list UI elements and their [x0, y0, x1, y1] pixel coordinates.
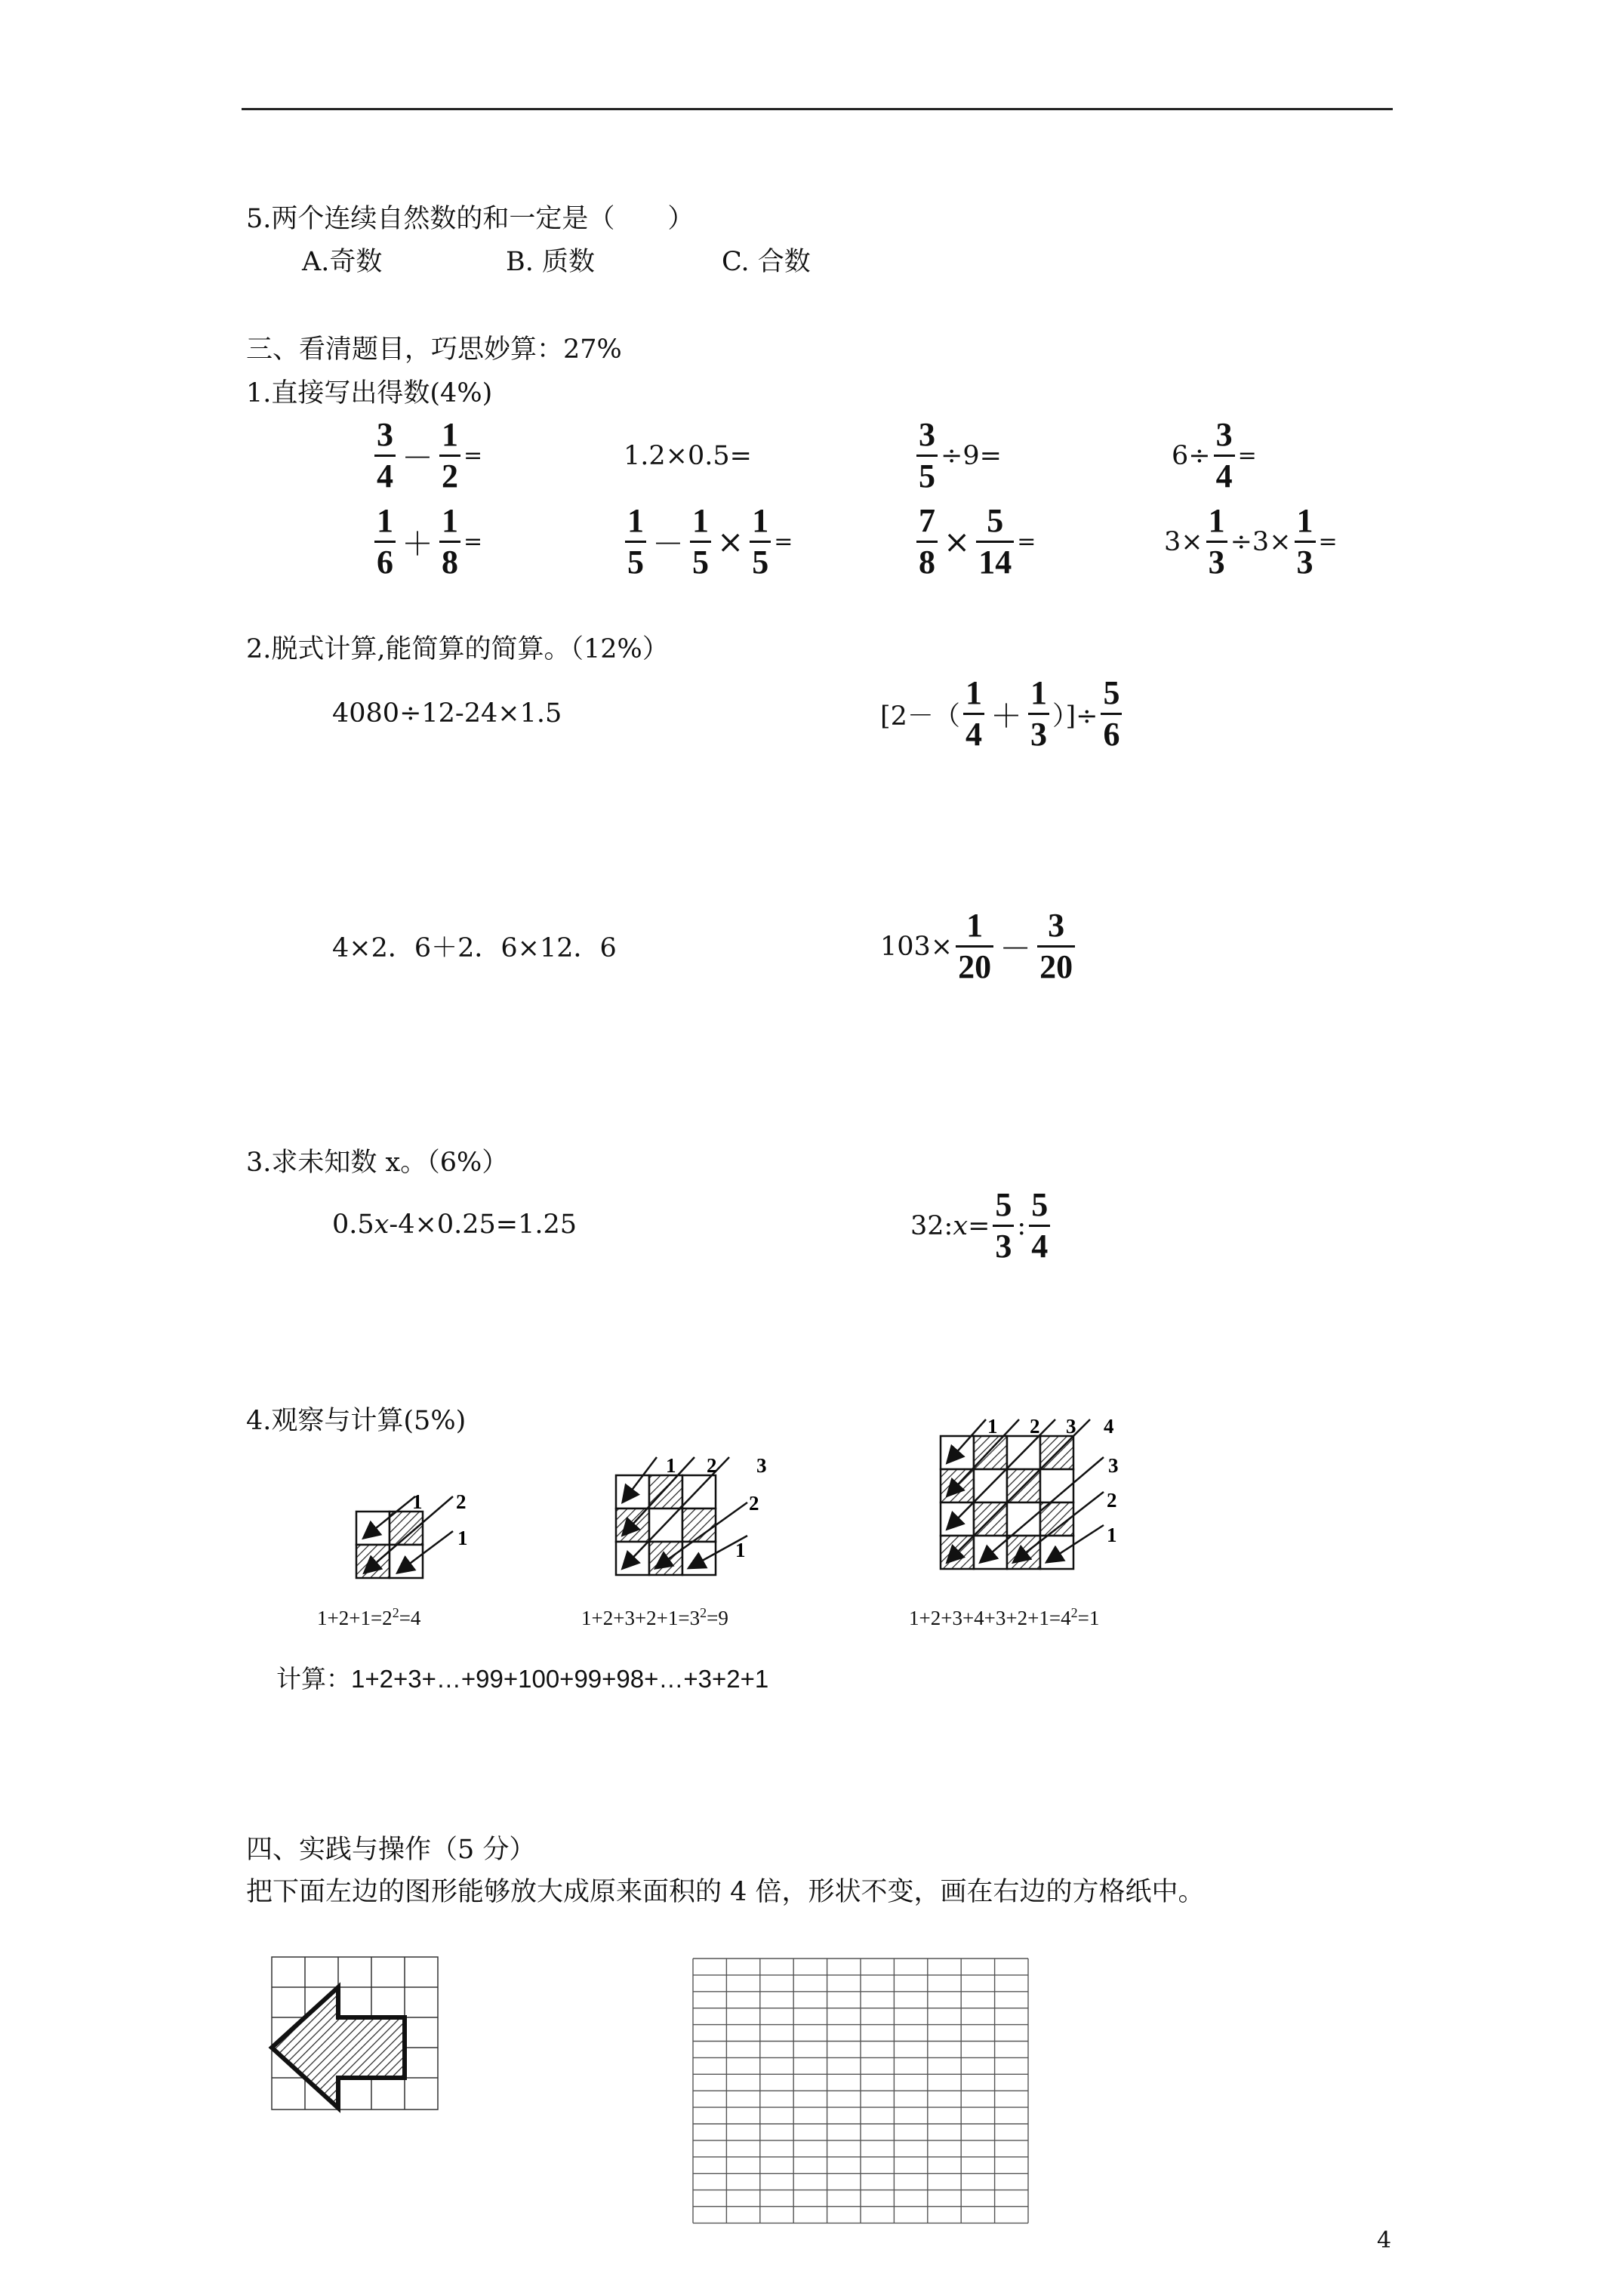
- diagonal-label: 1: [666, 1454, 676, 1477]
- pattern-figure-1: [356, 1496, 453, 1578]
- grid-cell-shaded: [649, 1542, 682, 1575]
- fig3-caption: $1+2+3+4+3+2+1=4^2=1$: [909, 1605, 1100, 1629]
- q5-option-c: C. 合数: [722, 247, 811, 277]
- grid-cell: [974, 1536, 1007, 1569]
- fraction: $\frac{1}{6}$: [374, 501, 396, 582]
- p2-title: 2.脱式计算,能简算的简算。（12%）: [246, 634, 669, 664]
- grid-cell-shaded: [356, 1545, 390, 1578]
- p1-expr-8: 3× $\frac{1}{3}$ ÷3× $\frac{1}{3}$ =: [1164, 502, 1338, 581]
- diagonal-label: 1: [412, 1490, 423, 1513]
- fraction: $\frac{1}{4}$: [963, 673, 984, 754]
- p3-title: 3.求未知数 x。（6%）: [246, 1148, 509, 1178]
- diagonal-label: 2: [456, 1490, 467, 1513]
- diagonal-label: 3: [756, 1454, 767, 1477]
- fraction: $\frac{3}{4}$: [1214, 415, 1235, 496]
- diagonal-label: 1: [457, 1527, 468, 1549]
- fraction: $\frac{5}{14}$: [976, 501, 1014, 582]
- grid-cell-shaded: [649, 1475, 682, 1509]
- p1-expr-3: $\frac{3}{5}$ ÷9=: [913, 415, 1002, 496]
- p2-expr-3: 4×2．6＋2．6×12．6: [332, 933, 617, 963]
- fraction: $\frac{5}{3}$: [993, 1185, 1014, 1266]
- diagonal-label: 3: [1066, 1415, 1076, 1438]
- fraction: $\frac{1}{8}$: [439, 501, 460, 582]
- fraction: $\frac{1}{20}$: [956, 906, 993, 987]
- grid-cell: [356, 1512, 390, 1545]
- section3-title: 三、看清题目，巧思妙算：27%: [246, 334, 622, 365]
- diagonal-label: 4: [1104, 1415, 1114, 1438]
- p1-expr-1: $\frac{3}{4}$ － $\frac{1}{2}$ =: [371, 415, 482, 496]
- diagonal-label: 1: [987, 1415, 998, 1438]
- diagonal-label: 2: [749, 1492, 759, 1515]
- grid-cell: [682, 1475, 716, 1509]
- grid-cell: [1007, 1502, 1040, 1536]
- diagonal-label: 3: [1108, 1454, 1119, 1477]
- q5-stem: 5.两个连续自然数的和一定是（ ）: [246, 204, 694, 234]
- fraction: $\frac{1}{5}$: [690, 501, 711, 582]
- fraction: $\frac{3}{4}$: [374, 415, 396, 496]
- fraction: $\frac{1}{3}$: [1206, 501, 1227, 582]
- grid-cell: [682, 1542, 716, 1575]
- pattern-figure-3: [941, 1419, 1104, 1569]
- p2-expr-2: [2－（ $\frac{1}{4}$ ＋ $\frac{1}{3}$ ）]÷ $\frac{5}{6}$: [880, 673, 1125, 754]
- fraction: $\frac{3}{5}$: [916, 415, 938, 496]
- p1-expr-7: $\frac{7}{8}$ × $\frac{5}{14}$ =: [913, 501, 1036, 582]
- fraction: $\frac{1}{5}$: [625, 501, 646, 582]
- p4-calc: 计算：1+2+3+…+99+100+99+98+…+3+2+1: [276, 1665, 769, 1693]
- fraction: $\frac{1}{3}$: [1028, 673, 1049, 754]
- diagonal-label: 1: [735, 1539, 746, 1561]
- fraction: $\frac{7}{8}$: [916, 501, 938, 582]
- q5-option-a: A.奇数: [302, 247, 383, 277]
- p3-expr-2: 32: x = $\frac{5}{3}$ : $\frac{5}{4}$: [910, 1185, 1053, 1266]
- grid-cell-shaded: [1007, 1536, 1040, 1569]
- page-number: 4: [1377, 2227, 1392, 2254]
- p4-title: 4.观察与计算(5%): [246, 1406, 467, 1436]
- diagonal-label: 2: [1107, 1489, 1117, 1512]
- fraction: $\frac{1}{5}$: [750, 501, 771, 582]
- fig2-caption: $1+2+3+2+1=3^2=9$: [581, 1605, 728, 1629]
- fig1-caption: $1+2+1=2^2=4$: [317, 1605, 421, 1629]
- p1-expr-6: $\frac{1}{5}$ － $\frac{1}{5}$ × $\frac{1}{5}$ =: [622, 501, 793, 582]
- diagonal-label: 1: [1107, 1524, 1117, 1546]
- fraction: $\frac{1}{3}$: [1295, 501, 1316, 582]
- p1-expr-2: 1.2×0.5=: [624, 441, 752, 471]
- diagonal-label: 2: [707, 1454, 717, 1477]
- pattern-figure-2: [616, 1457, 747, 1575]
- arrow-shape: [272, 1987, 405, 2108]
- fraction: $\frac{1}{2}$: [439, 415, 460, 496]
- q5-option-b: B. 质数: [506, 247, 595, 277]
- grid-cell: [390, 1545, 423, 1578]
- section4-title: 四、实践与操作（5 分）: [246, 1835, 536, 1865]
- p3-expr-1: 0.5 x -4×0.25=1.25: [332, 1210, 577, 1240]
- target-grid: [693, 1959, 1028, 2223]
- p1-expr-5: $\frac{1}{6}$ ＋ $\frac{1}{8}$ =: [371, 501, 482, 582]
- fraction: $\frac{5}{4}$: [1029, 1185, 1050, 1266]
- section4-instruction: 把下面左边的图形能够放大成原来面积的 4 倍，形状不变，画在右边的方格纸中。: [246, 1877, 1205, 1907]
- grid-cell-shaded: [390, 1512, 423, 1545]
- grid-cell: [616, 1475, 649, 1509]
- p2-expr-1: 4080÷12-24×1.5: [332, 698, 562, 729]
- p1-title: 1.直接写出得数(4%): [246, 378, 493, 408]
- diagonal-label: 2: [1030, 1415, 1040, 1438]
- p2-expr-4: 103× $\frac{1}{20}$ － $\frac{3}{20}$: [880, 906, 1078, 987]
- p1-expr-4: 6÷ $\frac{3}{4}$ =: [1172, 416, 1257, 495]
- grid-cell: [1040, 1536, 1073, 1569]
- fraction: $\frac{3}{20}$: [1037, 906, 1075, 987]
- fraction: $\frac{5}{6}$: [1101, 673, 1122, 754]
- grid-cell-shaded: [974, 1436, 1007, 1469]
